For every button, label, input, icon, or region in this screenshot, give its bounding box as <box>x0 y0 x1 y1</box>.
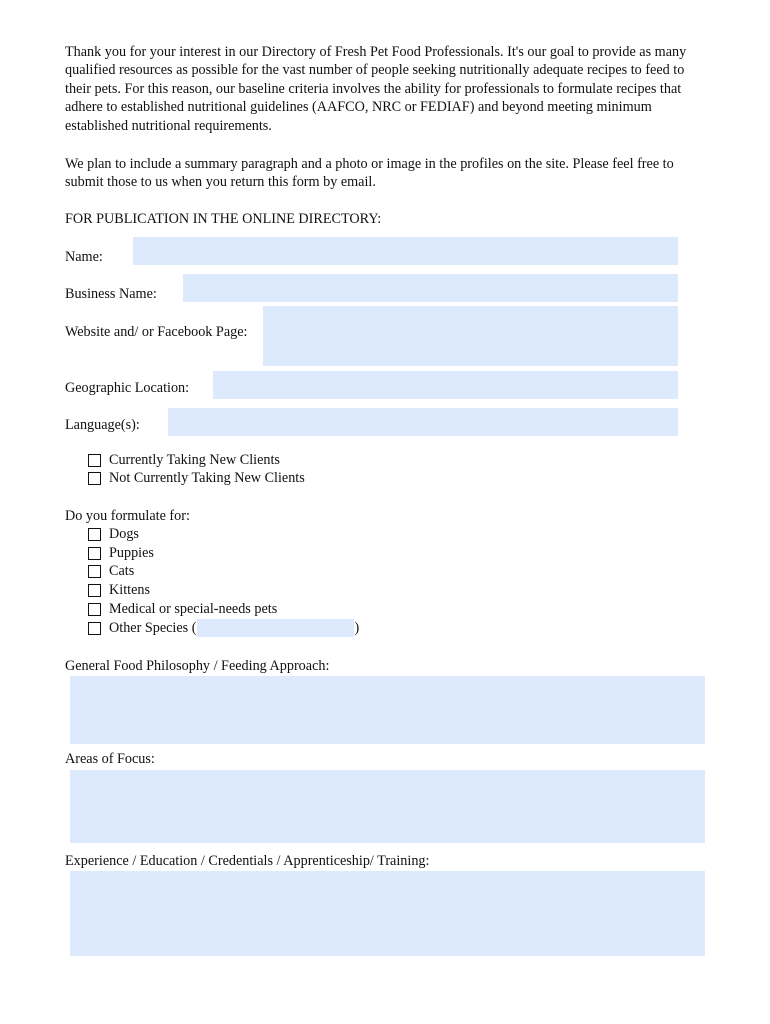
medical-pets-checkbox[interactable] <box>88 603 101 616</box>
checkbox-label: Dogs <box>109 526 139 542</box>
client-status-option <box>88 469 305 487</box>
checkbox-label: Medical or special-needs pets <box>109 601 278 617</box>
website-field[interactable] <box>263 306 678 366</box>
puppies-checkbox[interactable] <box>88 547 101 560</box>
checkbox-label: Not Currently Taking New Clients <box>109 470 305 486</box>
business-name-field[interactable] <box>183 274 678 302</box>
species-option <box>88 581 150 599</box>
section-heading: FOR PUBLICATION IN THE ONLINE DIRECTORY: <box>65 211 382 227</box>
species-option <box>88 619 359 637</box>
website-label: Website and/ or Facebook Page: <box>65 324 248 340</box>
philosophy-label: General Food Philosophy / Feeding Approach: <box>65 658 330 674</box>
name-label: Name: <box>65 249 103 265</box>
client-status-option <box>88 451 280 469</box>
checkbox-label: Kittens <box>109 582 150 598</box>
checkbox-label: Puppies <box>109 545 154 561</box>
experience-field[interactable] <box>70 871 705 956</box>
intro-paragraph: Thank you for your interest in our Directory of Fresh Pet Food Professionals. It's our goal to provide as many qualified resources as possible for the vast number of people seeking nutritionally adequate recipes to feed to their pets. For this reason, our baseline criteria involves the ability for professionals to formulate recipes that adhere to established nutritional guidelines (AAFCO, NRC or FEDIAF) and beyond meeting minimum established nutritional requirements. <box>65 44 687 134</box>
language-label: Language(s): <box>65 417 140 433</box>
kittens-checkbox[interactable] <box>88 584 101 597</box>
cats-checkbox[interactable] <box>88 565 101 578</box>
species-option <box>88 562 134 580</box>
language-field[interactable] <box>168 408 678 436</box>
not-taking-clients-checkbox[interactable] <box>88 472 101 485</box>
currently-taking-clients-checkbox[interactable] <box>88 454 101 467</box>
checkbox-label: Other Species ( <box>109 620 197 636</box>
name-field[interactable] <box>133 237 678 265</box>
focus-field[interactable] <box>70 770 705 843</box>
location-label: Geographic Location: <box>65 380 190 396</box>
business-name-label: Business Name: <box>65 286 157 302</box>
other-species-checkbox[interactable] <box>88 622 101 635</box>
submission-note: We plan to include a summary paragraph and a photo or image in the profiles on the site. Please feel free to submit those to us when you return this form by email. <box>65 156 674 191</box>
location-field[interactable] <box>213 371 678 399</box>
focus-label: Areas of Focus: <box>65 751 155 767</box>
species-option <box>88 544 154 562</box>
checkbox-label: Cats <box>109 563 135 579</box>
other-species-field[interactable] <box>197 619 354 637</box>
experience-label: Experience / Education / Credentials / Apprenticeship/ Training: <box>65 853 430 869</box>
dogs-checkbox[interactable] <box>88 528 101 541</box>
species-option <box>88 600 277 618</box>
species-option <box>88 525 139 543</box>
formulate-question: Do you formulate for: <box>65 508 190 524</box>
closing-paren: ) <box>354 620 360 636</box>
philosophy-field[interactable] <box>70 676 705 744</box>
checkbox-label: Currently Taking New Clients <box>109 452 280 468</box>
